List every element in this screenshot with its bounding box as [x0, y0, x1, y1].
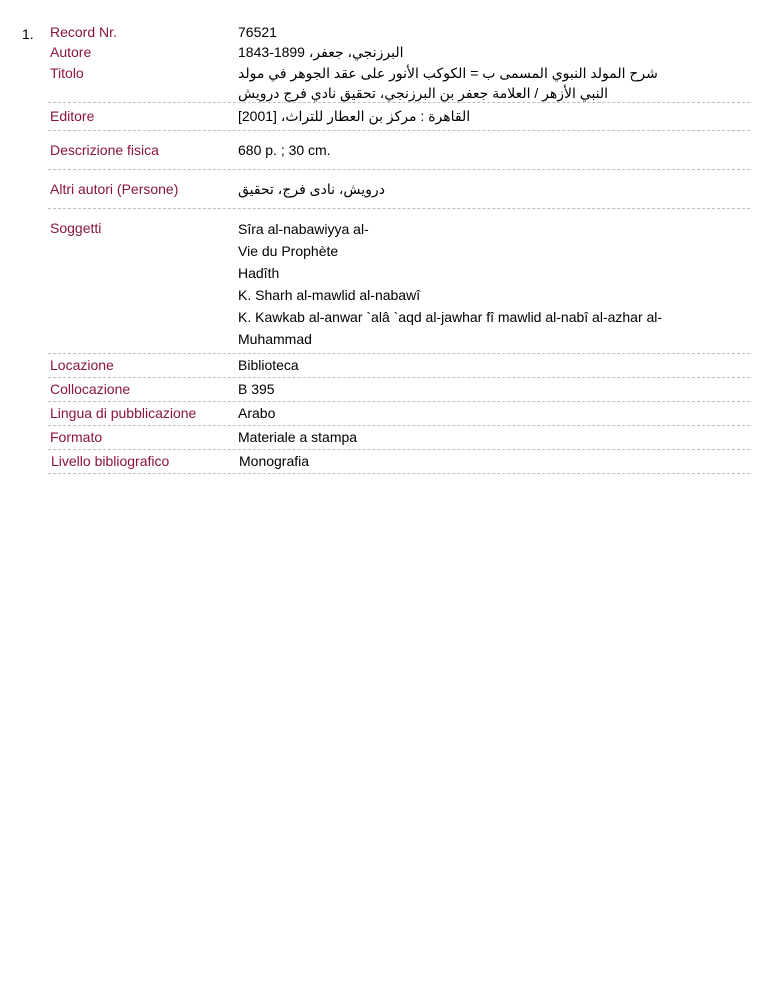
field-label-livello-bibliografico: Livello bibliografico: [51, 453, 170, 469]
field-label-titolo: Titolo: [50, 65, 84, 81]
titolo-line-2: النبي الأزهر / العلامة جعفر بن البرزنجي، تحقيق نادي فرج درويش: [238, 85, 609, 101]
field-label-lingua: Lingua di pubblicazione: [50, 405, 197, 421]
field-collocazione: [48, 378, 750, 402]
field-value-soggetti: [238, 218, 750, 350]
field-value-descrizione-fisica: 680 p. ; 30 cm.: [238, 142, 331, 158]
field-label-collocazione: Collocazione: [50, 381, 131, 397]
field-label-altri-autori: Altri autori (Persone): [50, 181, 179, 197]
soggetto-item: Vie du Prophète: [238, 243, 339, 259]
field-value-record-nr: 76521: [238, 24, 277, 40]
field-value-formato: Materiale a stampa: [238, 429, 358, 445]
field-value-locazione: Biblioteca: [238, 357, 299, 373]
field-altri-autori: [48, 170, 750, 209]
field-locazione: [48, 354, 750, 378]
soggetto-item: Sîra al-nabawiyya al-: [238, 221, 369, 237]
field-value-lingua: Arabo: [238, 405, 276, 421]
record-index: 1.: [22, 26, 34, 42]
editore-text: القاهرة : مركز بن العطار للتراث، [2001]: [238, 108, 471, 124]
soggetto-item: K. Kawkab al-anwar `alâ `aqd al-jawhar fî mawlid al-nabî al-azhar al-: [238, 309, 663, 325]
field-autore: [48, 42, 750, 62]
field-value-titolo: [238, 63, 750, 103]
field-formato: [48, 426, 750, 450]
soggetto-item: Hadîth: [238, 265, 280, 281]
field-editore: [48, 103, 750, 131]
field-value-altri-autori: [238, 179, 750, 199]
field-label-soggetti: Soggetti: [50, 220, 102, 236]
field-value-autore: [238, 42, 750, 62]
field-value-livello-bibliografico: Monografia: [239, 453, 310, 469]
field-label-record-nr: Record Nr.: [50, 24, 117, 40]
soggetto-item: K. Sharh al-mawlid al-nabawî: [238, 287, 421, 303]
field-lingua: [48, 402, 750, 426]
field-soggetti: [48, 209, 750, 354]
field-descrizione-fisica: [48, 131, 750, 170]
field-label-descrizione-fisica: Descrizione fisica: [50, 142, 159, 158]
field-value-collocazione: B 395: [238, 381, 275, 397]
field-livello-bibliografico: [48, 450, 750, 474]
soggetto-item: Muhammad: [238, 331, 312, 347]
field-titolo: [48, 62, 750, 103]
altri-autori-text: درويش، نادى فرج، تحقيق: [238, 181, 385, 197]
field-label-locazione: Locazione: [50, 357, 114, 373]
field-label-editore: Editore: [50, 108, 95, 124]
field-label-autore: Autore: [50, 44, 92, 60]
titolo-line-1: شرح المولد النبوي المسمى ب = الكوكب الأنور على عقد الجوهر في مولد: [238, 65, 658, 81]
field-value-editore: [238, 106, 750, 126]
field-label-formato: Formato: [50, 429, 103, 445]
autore-text: البرزنجي، جعفر، 1899-1843: [238, 44, 404, 60]
field-record-nr: [48, 22, 750, 42]
record-fields: [48, 22, 750, 474]
